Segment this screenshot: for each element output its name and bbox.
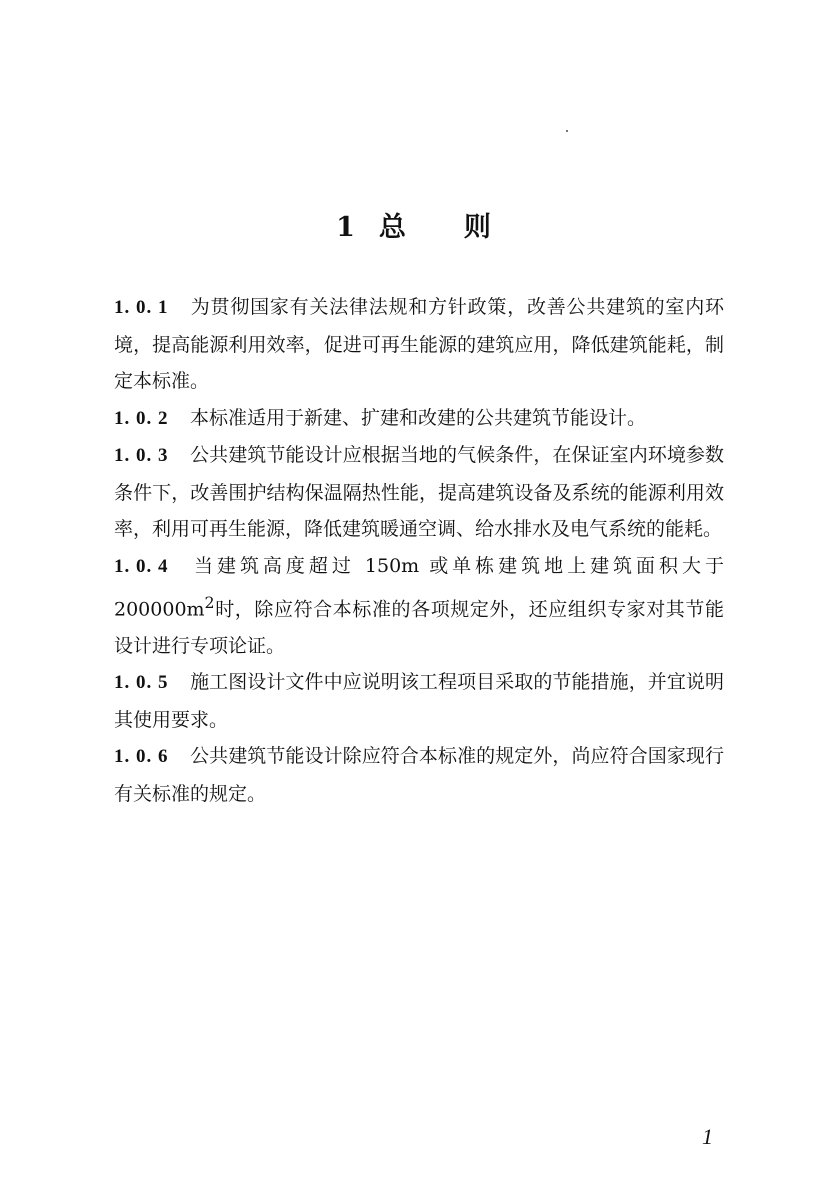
chapter-title-part2: 则: [463, 212, 491, 243]
clause-text: 施工图设计文件中应说明该工程项目采取的节能措施，并宜说明其使用要求。: [114, 671, 724, 731]
chapter-number: 1: [336, 212, 355, 243]
clause-text-before: 当建筑高度超过 150m 或单栋建筑地上建筑面积大于 200000m: [114, 554, 724, 621]
clause-number: 1. 0. 6: [114, 746, 169, 768]
clause-text: 本标准适用于新建、扩建和改建的公共建筑节能设计。: [190, 406, 647, 429]
clause-1-0-5: [114, 664, 724, 738]
clause-text: 为贯彻国家有关法律法规和方针政策，改善公共建筑的室内环境，提高能源利用效率，促进可再生能源的建筑应用，降低建筑能耗，制定本标准。: [114, 296, 724, 392]
clause-number: 1. 0. 4: [114, 555, 169, 577]
clause-number: 1. 0. 5: [114, 672, 169, 694]
clause-1-0-3: [114, 437, 724, 548]
clause-number: 1. 0. 3: [114, 445, 169, 466]
clause-1-0-6: [114, 738, 724, 812]
superscript: 2: [204, 593, 215, 612]
clause-text-after: 时，除应符合本标准的各项规定外，还应组织专家对其节能设计进行专项论证。: [114, 598, 724, 657]
clause-text: 公共建筑节能设计应根据当地的气候条件，在保证室内环境参数条件下，改善围护结构保温隔热性能，提高建筑设备及系统的能源利用效率，利用可再生能源，降低建筑暖通空调、给水排水及电气系统的能耗。: [114, 444, 724, 540]
clause-1-0-4: [114, 548, 724, 665]
chapter-title: [0, 205, 827, 244]
scan-speck: [566, 130, 568, 132]
clause-number: 1. 0. 2: [114, 407, 169, 429]
clause-1-0-2: [114, 400, 724, 438]
chapter-title-part1: 总: [378, 212, 406, 243]
page-number: 1: [702, 1124, 713, 1149]
clause-1-0-1: [114, 289, 724, 400]
clause-number: 1. 0. 1: [114, 297, 169, 318]
clause-text: 公共建筑节能设计除应符合本标准的规定外，尚应符合国家现行有关标准的规定。: [114, 745, 724, 805]
clauses-section: [114, 289, 724, 812]
